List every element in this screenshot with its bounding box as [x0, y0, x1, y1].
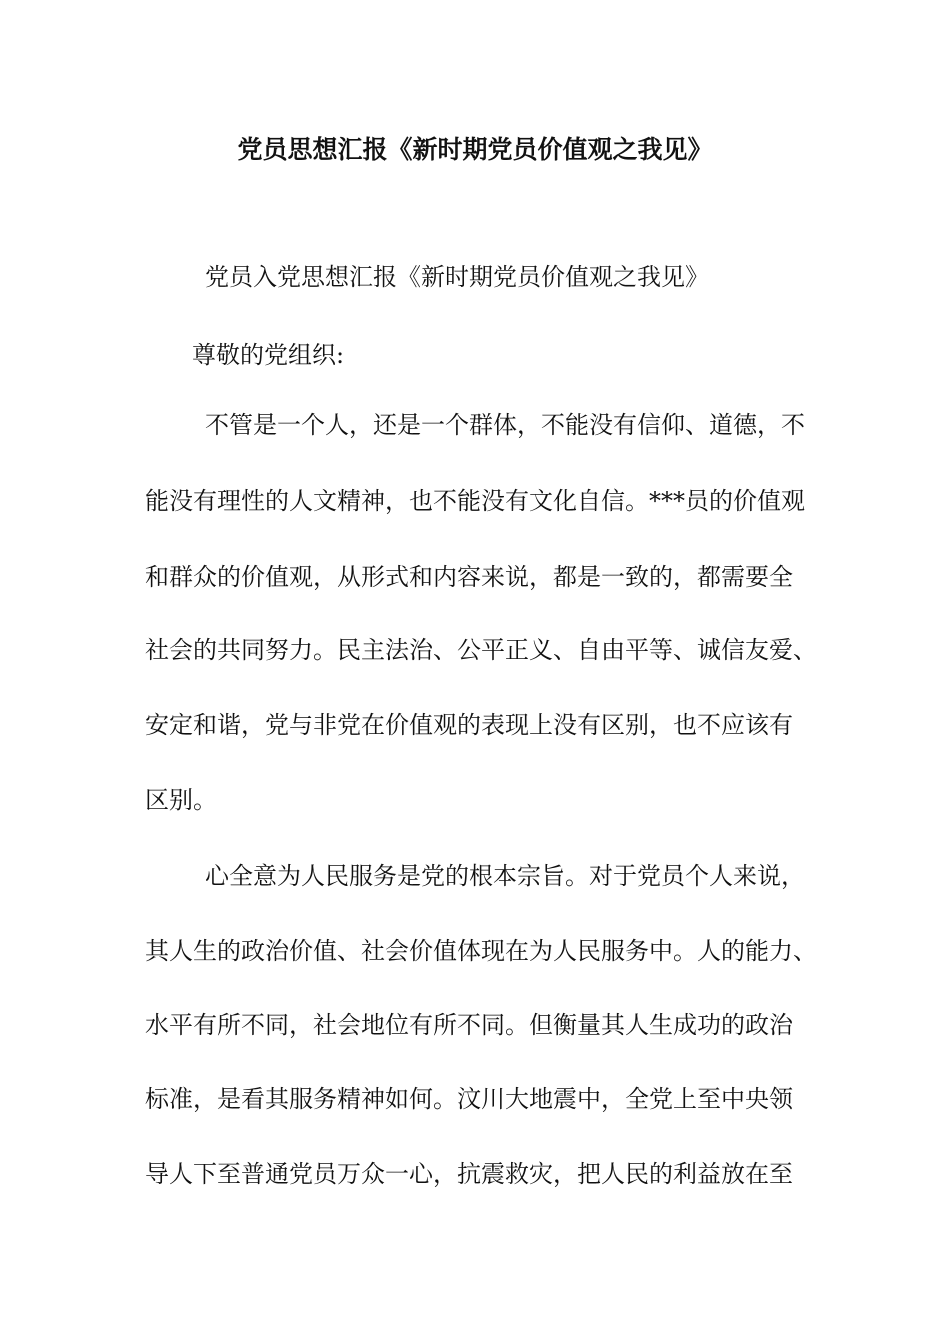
paragraph1-line: 不管是一个人，还是一个群体，不能没有信仰、道德，不 — [205, 411, 805, 439]
paragraph1-line: 能没有理性的人文精神，也不能没有文化自信。***员的价值观 — [145, 487, 805, 515]
salutation: 尊敬的党组织: — [192, 341, 345, 369]
paragraph1-line: 区别。 — [145, 786, 217, 814]
document-title: 党员思想汇报《新时期党员价值观之我见》 — [237, 135, 713, 164]
paragraph2-line: 其人生的政治价值、社会价值体现在为人民服务中。人的能力、 — [145, 937, 817, 965]
paragraph2-line: 标准，是看其服务精神如何。汶川大地震中，全党上至中央领 — [145, 1085, 793, 1113]
paragraph1-line: 社会的共同努力。民主法治、公平正义、自由平等、诚信友爱、 — [145, 636, 817, 664]
document-subtitle: 党员入党思想汇报《新时期党员价值观之我见》 — [205, 263, 709, 291]
paragraph2-line: 水平有所不同，社会地位有所不同。但衡量其人生成功的政治 — [145, 1011, 793, 1039]
paragraph1-line: 和群众的价值观，从形式和内容来说，都是一致的，都需要全 — [145, 563, 793, 591]
paragraph2-line: 导人下至普通党员万众一心，抗震救灾，把人民的利益放在至 — [145, 1160, 793, 1188]
paragraph2-line: 心全意为人民服务是党的根本宗旨。对于党员个人来说， — [205, 862, 805, 890]
paragraph1-line: 安定和谐，党与非党在价值观的表现上没有区别，也不应该有 — [145, 711, 793, 739]
